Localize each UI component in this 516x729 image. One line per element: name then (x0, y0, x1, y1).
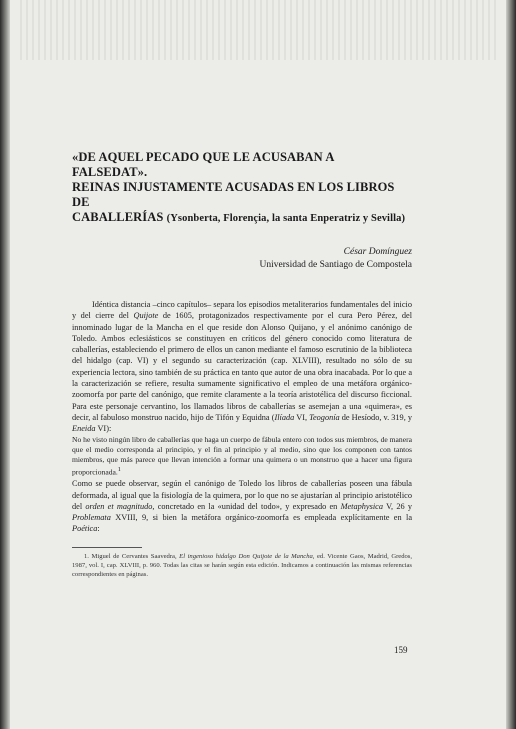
paragraph-1 (72, 299, 412, 435)
footnote-number: 1 (84, 552, 88, 560)
footnote-rule (72, 547, 142, 548)
title-subtitle: (Ysonberta, Florençia, la santa Enperatriz y Sevilla) (166, 213, 406, 224)
title-line-3: CABALLERÍAS (72, 210, 164, 224)
scan-edge-left (0, 0, 10, 729)
p2-text-c: V, 26 y (382, 501, 413, 511)
quote-text: No he visto ningún libro de caballerías que haga un cuerpo de fábula entero con todos sus miembros, de manera que el medio corresponda al principio, y el fin al principio y al medio, sino que los componen con tantos miembros, que más parece que llevan intención a formar una quimera o un monstruo que a hacer una figura proporcionada. (72, 434, 412, 477)
footnote-text-a: Miguel de Cervantes Saavedra, (91, 552, 180, 560)
scan-noise (20, 0, 496, 60)
footnote-ref: 1 (117, 466, 121, 474)
p2-italic-poetica: Poética (72, 524, 98, 534)
p2-text-e: : (97, 524, 100, 534)
article-body (72, 299, 412, 535)
footnote-italic-title: El ingenioso hidalgo Don Quijote de la Mancha (179, 552, 313, 560)
scan-edge-right (506, 0, 516, 729)
article-content (72, 150, 412, 579)
article-title (72, 150, 412, 226)
p2-text-d: XVIII, 9, si bien la metáfora orgánico-zoomorfa es empleada explícitamente en la (110, 513, 412, 523)
p1-italic-teogonia: Teogonía (309, 412, 340, 422)
title-line-2: REINAS INJUSTAMENTE ACUSADAS EN LOS LIBROS DE (72, 180, 395, 209)
p1-text-c: VI, (294, 412, 310, 422)
author-name: César Domínguez (343, 247, 412, 257)
footnote-1: 1. Miguel de Cervantes Saavedra, El ingenioso hidalgo Don Quijote de la Mancha, ed. Vicente Gaos, Madrid, Gredos, 1987, vol. I, cap. XLVIII, p. 960. Todas las citas se harán según esta edición. Indicamos a continuación las mismas referencias correspondientes en páginas. (72, 552, 413, 578)
paragraph-2 (72, 478, 412, 534)
p1-text-a: Idéntica distancia –cinco capítulos– separa los episodios metaliterarios fundamentales del inicio y del cierre del (72, 300, 412, 321)
page-number: 159 (394, 645, 408, 655)
p2-text-a: Como se puede observar, según el canónigo de Toledo los libros de caballerías poseen una fábula deformada, al igual que la fisiología de la quimera, por lo que no se ajustarían al principio aristotélico del (72, 479, 412, 511)
p1-text-e: VI): (95, 424, 112, 434)
p2-italic-metaphysica: Metaphysica (340, 501, 383, 511)
p1-text-d: de Hesíodo, v. 319, y (339, 412, 412, 422)
p2-text-b: , concretado en la «unidad del todo», y expresado en (152, 501, 341, 511)
p1-italic-quijote: Quijote (133, 311, 159, 321)
title-line-1: «DE AQUEL PECADO QUE LE ACUSABAN A FALSEDAT». (72, 150, 334, 179)
author-block (72, 246, 412, 272)
author-affiliation: Universidad de Santiago de Compostela (259, 260, 412, 270)
p2-italic-orden: orden et magnitudo (85, 501, 153, 511)
footnotes (72, 547, 412, 579)
footnote-text-b: , ed. Vicente Gaos, Madrid, Gredos, 1987, vol. I, cap. XLVIII, p. 960. Todas las citas se harán según esta edición. Indicamos a continuación las mismas referencias correspondientes en páginas. (72, 552, 413, 578)
p1-italic-iliada: Ilíada (274, 412, 295, 422)
p1-text-b: de 1605, protagonizados respectivamente por el cura Pero Pérez, del innominado lugar de la Mancha en el que reside don Alonso Quijano, y el anónimo canónigo de Toledo. Ambos eclesiásticos se constituyen en críticos del género conocido como literatura de caballerías, estableciendo el primero de ellos un canon mediante el famoso escrutinio de la biblioteca del hidalgo (cap. VI) y el segundo su caracterización (cap. XLVIII), resultado no sólo de su experiencia lectora, sino también de su práctica en tanto que autor de una obra inacabada. Por lo que a la caracterización se refiere, resulta sumamente significativo el empleo de una metáfora orgánico-zoomorfa por parte del canónigo, que remite claramente a la teoría aristotélica del discurso ficcional. Para este personaje cervantino, los llamados libros de caballerías se asemejan a una «quimera», es decir, al fabuloso monstruo nacido, hijo de Tifón y Equidna ( (72, 311, 413, 422)
p2-italic-problemata: Problemata (72, 513, 111, 523)
p1-italic-eneida: Eneida (72, 424, 96, 434)
block-quote (72, 435, 412, 479)
